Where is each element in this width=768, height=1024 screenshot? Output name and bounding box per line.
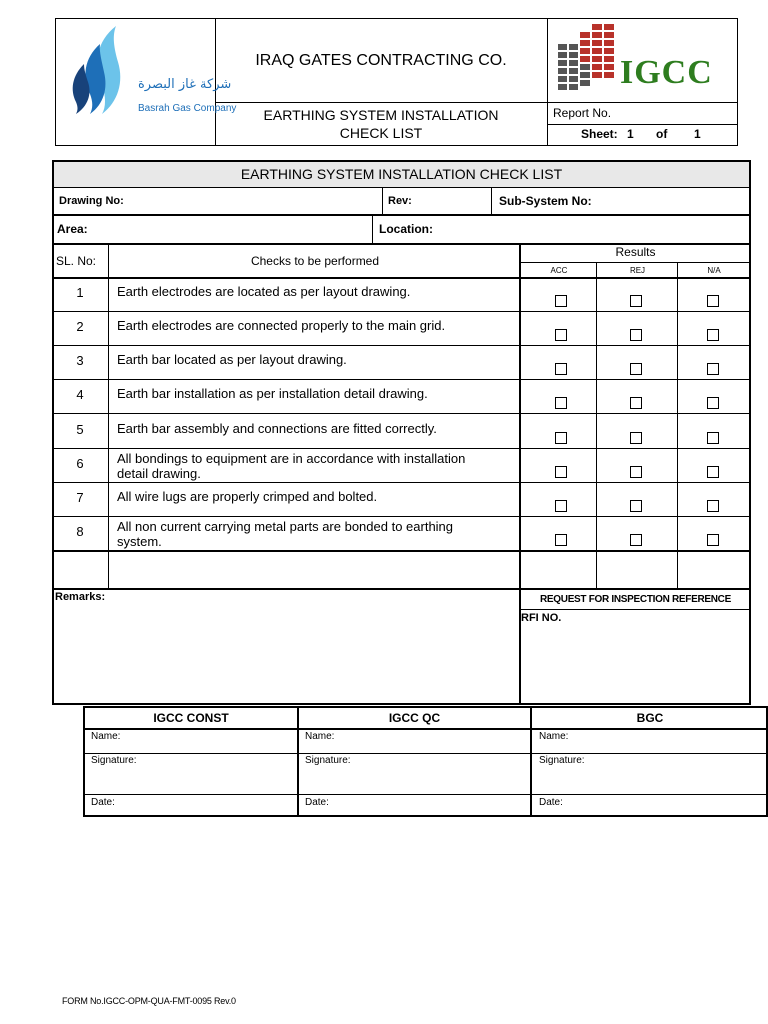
rfi-no-label: RFI NO. [521,612,562,624]
checkbox-na[interactable] [707,500,719,512]
rule-title-bottom [52,187,751,188]
rule-drawing-rev [382,187,383,215]
drawing-no-label: Drawing No: [59,195,124,207]
basrah-arabic-name: شركة غاز البصرة [138,77,232,92]
row-divider [52,482,751,483]
remarks-label: Remarks: [55,591,106,603]
rfi-reference-label: REQUEST FOR INSPECTION REFERENCE [540,594,731,605]
signoff-col-bgc: BGC [636,711,664,725]
row-divider [52,311,751,312]
row-divider [52,550,751,552]
checkbox-rej[interactable] [630,397,642,409]
company-name: IRAQ GATES CONTRACTING CO. [255,52,507,69]
checkbox-acc[interactable] [555,363,567,375]
check-text: Earth electrodes are located as per layout drawing. [117,284,411,299]
signoff-name-3: Name: [539,731,569,742]
sheet-number: 1 [627,127,634,141]
subsystem-label: Sub-System No: [499,194,592,208]
checkbox-na[interactable] [707,295,719,307]
signoff-name-1: Name: [91,731,121,742]
rule-rev-subsystem [491,187,492,215]
signoff-signature-3: Signature: [539,755,585,766]
row-divider [52,413,751,414]
check-text: Earth bar located as per layout drawing. [117,352,347,367]
basrah-gas-logo [62,22,237,122]
na-header: N/A [707,266,721,275]
rule-signoff-name [83,753,768,754]
signoff-date-3: Date: [539,797,563,808]
row-divider [52,516,751,517]
area-label: Area: [57,222,88,236]
rule-rfi [521,609,750,610]
checkbox-rej[interactable] [630,500,642,512]
checkbox-na[interactable] [707,363,719,375]
checkbox-na[interactable] [707,397,719,409]
row-number: 7 [76,490,84,505]
checkbox-acc[interactable] [555,397,567,409]
doc-title-line2: CHECK LIST [339,125,423,141]
check-text: Earth electrodes are connected properly to the main grid. [117,318,446,333]
checkbox-rej[interactable] [630,534,642,546]
rule-header-bottom [52,277,751,279]
results-header: Results [615,245,656,259]
row-divider [52,448,751,449]
rej-header: REJ [629,266,646,275]
checkbox-na[interactable] [707,329,719,341]
form-number: FORM No.IGCC-OPM-QUA-FMT-0095 Rev.0 [62,996,236,1006]
signoff-date-2: Date: [305,797,329,808]
signoff-signature-2: Signature: [305,755,351,766]
row-number: 2 [76,319,84,334]
row-divider [52,345,751,346]
row-number: 8 [76,524,84,539]
acc-header: ACC [550,266,568,275]
checks-header: Checks to be performed [250,254,380,268]
signoff-col-igcc-const: IGCC CONST [153,711,229,725]
row-divider [52,379,751,380]
checkbox-acc[interactable] [555,432,567,444]
header-divider-mid [215,102,738,103]
doc-title-line1: EARTHING SYSTEM INSTALLATION [263,107,499,123]
check-text-continued: detail drawing. [117,466,201,481]
sl-no-header: SL. No: [56,254,97,268]
checkbox-rej[interactable] [630,466,642,478]
igcc-logo [552,22,712,100]
checkbox-acc[interactable] [555,329,567,341]
rule-area-location [372,216,373,243]
rev-label: Rev: [388,195,412,207]
check-text: All bondings to equipment are in accordance with installation [117,451,466,466]
check-text: Earth bar assembly and connections are fitted correctly. [117,420,437,436]
checkbox-rej[interactable] [630,329,642,341]
row-number: 4 [76,387,84,402]
checkbox-na[interactable] [707,432,719,444]
check-text: Earth bar installation as per installation detail drawing. [117,386,428,401]
row-number: 3 [76,353,84,368]
location-label: Location: [379,222,433,236]
checkbox-acc[interactable] [555,295,567,307]
signoff-date-1: Date: [91,797,115,808]
check-text: All wire lugs are properly crimped and bolted. [117,489,378,504]
header-divider-right [547,18,548,146]
rule-drawing-bottom [52,214,751,216]
checkbox-rej[interactable] [630,363,642,375]
check-text-continued: system. [117,534,162,549]
row-number: 5 [76,421,84,437]
rule-col-slno [108,243,109,589]
signoff-col-igcc-qc: IGCC QC [388,711,441,725]
row-number: 1 [76,285,84,300]
checkbox-rej[interactable] [630,432,642,444]
row-number: 6 [76,456,84,471]
report-no-label: Report No. [553,106,612,120]
checkbox-acc[interactable] [555,534,567,546]
check-text: All non current carrying metal parts are bonded to earthing [117,519,454,534]
checkbox-na[interactable] [707,534,719,546]
rule-results-sub [521,262,750,263]
checkbox-rej[interactable] [630,295,642,307]
igcc-building-icon [554,22,624,98]
sheet-label: Sheet: [581,127,618,141]
checkbox-na[interactable] [707,466,719,478]
rule-signoff-header [83,728,768,730]
checkbox-acc[interactable] [555,500,567,512]
sheet-of: of [656,127,668,141]
basrah-english-name: Basrah Gas Company [138,103,237,114]
checkbox-acc[interactable] [555,466,567,478]
signoff-signature-1: Signature: [91,755,137,766]
signoff-name-2: Name: [305,731,335,742]
rule-col-results [519,243,521,705]
rule-table-bottom [52,588,751,590]
form-title: EARTHING SYSTEM INSTALLATION CHECK LIST [240,166,563,182]
sheet-total: 1 [694,127,701,141]
igcc-logo-text: IGCC [620,54,713,91]
basrah-flame-icon [66,22,126,117]
header-divider-sheet [547,124,738,125]
rule-signoff-signature [83,794,768,795]
